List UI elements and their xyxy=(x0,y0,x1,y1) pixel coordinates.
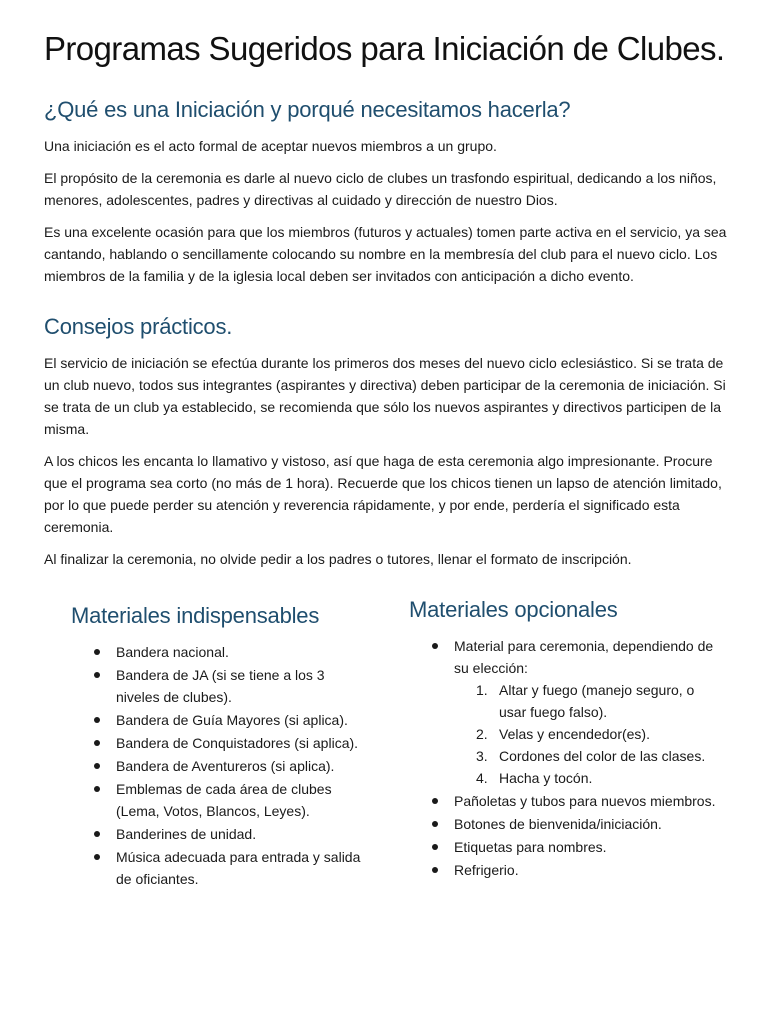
list-item: Pañoletas y tubos para nuevos miembros. xyxy=(409,790,719,812)
list-item: Etiquetas para nombres. xyxy=(409,836,719,858)
sub-list-text: Altar y fuego (manejo seguro, o usar fuego falso). xyxy=(499,682,695,720)
list-item: Bandera de Conquistadores (si aplica). xyxy=(71,732,361,754)
sub-list-text: Hacha y tocón. xyxy=(499,770,593,786)
required-materials-list xyxy=(71,641,361,890)
list-item xyxy=(409,635,719,789)
section-body-practical-tips xyxy=(44,352,734,580)
sub-list-item xyxy=(454,723,719,745)
list-item: Botones de bienvenida/iniciación. xyxy=(409,813,719,835)
sub-list-item xyxy=(454,767,719,789)
sub-list-text: Velas y encendedor(es). xyxy=(499,726,650,742)
list-item: Bandera de JA (si se tiene a los 3 niveles de clubes). xyxy=(71,664,361,708)
paragraph: Al finalizar la ceremonia, no olvide pedir a los padres o tutores, llenar el formato de inscripción. xyxy=(44,551,632,567)
section-heading-practical-tips: Consejos prácticos. xyxy=(44,314,233,339)
required-materials-column xyxy=(71,603,361,891)
paragraph: Una iniciación es el acto formal de aceptar nuevos miembros a un grupo. xyxy=(44,138,497,154)
list-item: Refrigerio. xyxy=(409,859,719,881)
optional-materials-column xyxy=(409,597,719,882)
sub-list-text: Cordones del color de las clases. xyxy=(499,748,706,764)
paragraph: El servicio de iniciación se efectúa durante los primeros dos meses del nuevo ciclo eclesiástico. Si se trata de un club nuevo, todos sus integrantes (aspirantes y directiva) deben participar de la ceremonia de iniciación. Si se trata de un club ya establecido, se recomienda que sólo los nuevos aspirantes y directivos participen de la misma. xyxy=(44,355,726,437)
sub-list-item xyxy=(454,679,719,723)
list-item: Bandera de Aventureros (si aplica). xyxy=(71,755,361,777)
sub-list-number: 4. xyxy=(476,770,488,786)
sub-list-number: 2. xyxy=(476,726,488,742)
list-item-text: Material para ceremonia, dependiendo de su elección: xyxy=(454,638,714,676)
section-heading-what-is-initiation: ¿Qué es una Iniciación y porqué necesitamos hacerla? xyxy=(44,97,571,122)
paragraph: A los chicos les encanta lo llamativo y vistoso, así que haga de esta ceremonia algo impresionante. Procure que el programa sea corto (no más de 1 hora). Recuerde que los chicos tienen un lapso de atención limitado, por lo que puede perder su atención y reverencia rápidamente, y por ende, perdería el significado esta ceremonia. xyxy=(44,453,722,535)
sub-list-item xyxy=(454,745,719,767)
list-item: Banderines de unidad. xyxy=(71,823,361,845)
paragraph: El propósito de la ceremonia es darle al nuevo ciclo de clubes un trasfondo espiritual, dedicando a los niños, menores, adolescentes, padres y directivas al cuidado y dirección de nuestro Dios. xyxy=(44,170,717,208)
required-materials-heading: Materiales indispensables xyxy=(71,603,320,628)
section-body-what-is-initiation xyxy=(44,135,734,297)
ceremony-material-sublist xyxy=(454,679,719,789)
paragraph: Es una excelente ocasión para que los miembros (futuros y actuales) tomen parte activa en el servicio, ya sea cantando, hablando o sencillamente colocando su nombre en la membresía del club para el nuevo ciclo. Los miembros de la familia y de la iglesia local deben ser invitados con anticipación a dicho evento. xyxy=(44,224,727,284)
sub-list-number: 3. xyxy=(476,748,488,764)
list-item: Bandera nacional. xyxy=(71,641,361,663)
optional-materials-heading: Materiales opcionales xyxy=(409,597,618,622)
sub-list-number: 1. xyxy=(476,682,488,698)
list-item: Emblemas de cada área de clubes (Lema, Votos, Blancos, Leyes). xyxy=(71,778,361,822)
list-item: Bandera de Guía Mayores (si aplica). xyxy=(71,709,361,731)
list-item: Música adecuada para entrada y salida de oficiantes. xyxy=(71,846,361,890)
optional-materials-list xyxy=(409,635,719,881)
document-title: Programas Sugeridos para Iniciación de Clubes. xyxy=(44,30,725,67)
